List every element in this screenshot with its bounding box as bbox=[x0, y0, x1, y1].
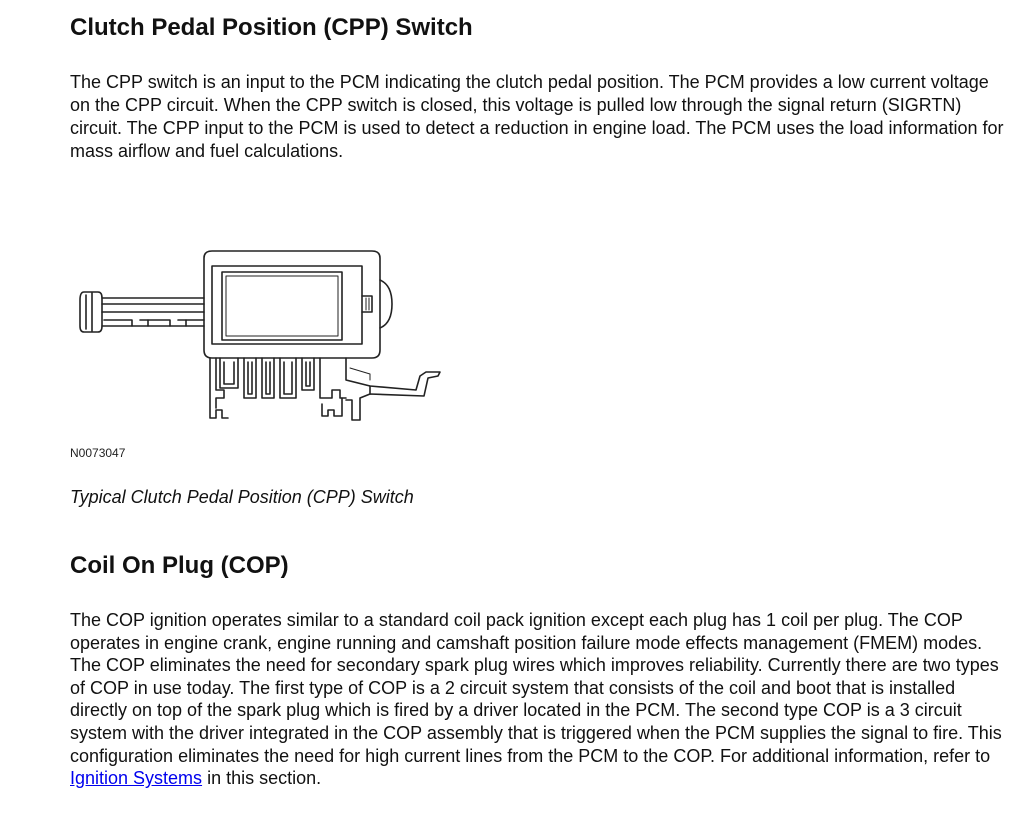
cop-description-paragraph bbox=[70, 609, 1015, 790]
cop-paragraph-tail: in this section. bbox=[202, 768, 322, 789]
cpp-description-paragraph: The CPP switch is an input to the PCM indicating the clutch pedal position. The PCM provides a low current voltage on the CPP circuit. When the CPP switch is closed, this voltage is pulled low through the signal return (SIGRTN) circuit. The CPP input to the PCM is used to detect a reduction in engine load. The PCM uses the load information for mass airflow and fuel calculations. bbox=[70, 72, 1004, 161]
cpp-switch-illustration bbox=[70, 240, 450, 430]
section-heading-coil-on-plug: Coil On Plug (COP) bbox=[70, 552, 289, 579]
cop-paragraph-text: The COP ignition operates similar to a standard coil pack ignition except each plug has 1 coil per plug. The COP operates in engine crank, engine running and camshaft position failure mode effects management (FMEM) modes. The COP eliminates the need for secondary spark plug wires which improves reliability. Currently there are two types of COP in use today. The first type of COP is a 2 circuit system that consists of the coil and boot that is installed directly on top of the spark plug which is fired by a driver located in the PCM. The second type COP is a 3 circuit system with the driver integrated in the COP assembly that is triggered when the PCM supplies the signal to fire. This configuration eliminates the need for high current lines from the PCM to the COP. For additional information, refer to bbox=[70, 610, 1002, 766]
section-heading-cpp-switch: Clutch Pedal Position (CPP) Switch bbox=[70, 14, 473, 41]
ignition-systems-link[interactable]: Ignition Systems bbox=[70, 768, 203, 789]
figure-id: N0073047 bbox=[70, 446, 126, 460]
figure-caption: Typical Clutch Pedal Position (CPP) Switch bbox=[70, 487, 414, 507]
